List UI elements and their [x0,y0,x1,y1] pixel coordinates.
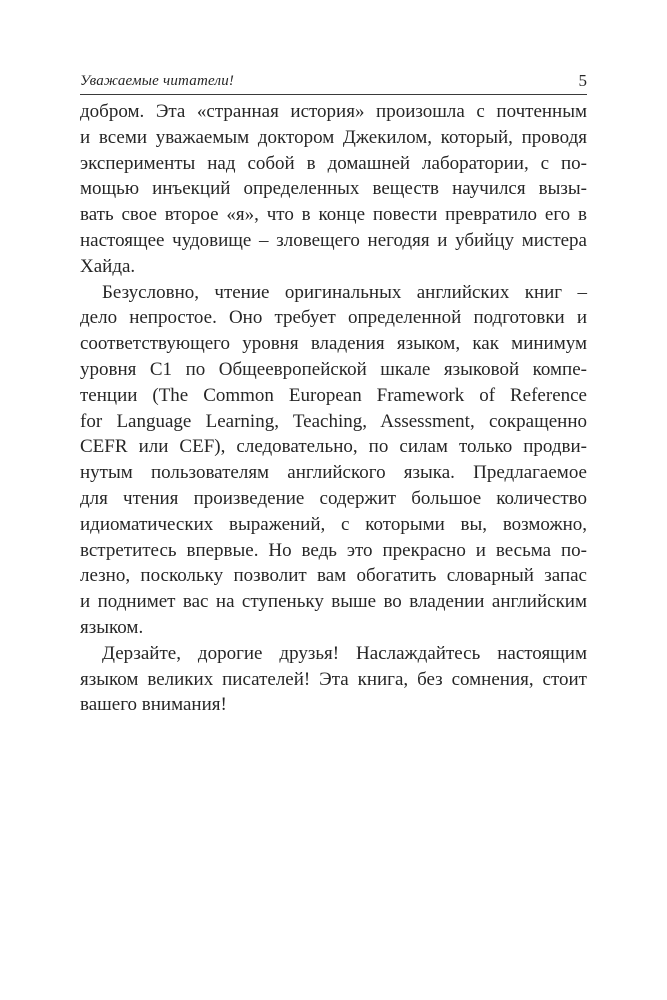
text-line: и всеми уважаемым доктором Джекилом, который, проводя [80,126,587,148]
text-line: мощью инъекций определенных веществ научился вызы- [80,178,587,200]
text-line: и поднимет вас на ступеньку выше во владении английским [80,591,587,613]
text-line: CEFR или CEF), следовательно, по силам только продви- [80,436,587,458]
text-line: нутым пользователям английского языка. Предлагаемое [80,462,587,484]
running-title: Уважаемые читатели! [80,73,235,89]
paragraph-1 [80,99,587,280]
page-number: 5 [578,71,587,90]
text-line: дело непростое. Оно требует определенной подготовки и [80,307,587,329]
text-line: встретитесь впервые. Но ведь это прекрасно и весьма по- [80,539,587,561]
text-line: языком великих писателей! Эта книга, без сомнения, стоит [80,668,587,690]
text-line: Дерзайте, дорогие друзья! Наслаждайтесь настоящим [102,642,587,664]
text-line: Безусловно, чтение оригинальных английских книг – [102,281,587,303]
text-line: вать свое второе «я», что в конце повести превратило его в [80,204,587,226]
text-line: Хайда. [80,255,136,277]
text-line: тенции (The Common European Framework of Reference [80,384,587,406]
text-line: лезно, поскольку позволит вам обогатить словарный запас [80,565,587,587]
text-line: эксперименты над собой в домашней лаборатории, с по- [80,152,587,174]
text-line: для чтения произведение содержит большое количество [80,487,587,509]
paragraph-2 [80,280,587,641]
text-line: соответствующего уровня владения языком, как минимум [80,333,587,355]
text-line: вашего внимания! [80,694,227,716]
text-line: идиоматических выражений, с которыми вы, возможно, [80,513,587,535]
text-line: for Language Learning, Teaching, Assessment, сокращенно [80,410,587,432]
text-line: уровня С1 по Общеевропейской шкале языковой компе- [80,358,587,380]
text-line: языком. [80,616,144,638]
text-line: настоящее чудовище – зловещего негодяя и убийцу мистера [80,229,587,251]
body-text [80,99,587,718]
running-header [80,70,587,95]
text-line: добром. Эта «странная история» произошла с почтенным [80,101,587,122]
paragraph-3 [80,641,587,718]
